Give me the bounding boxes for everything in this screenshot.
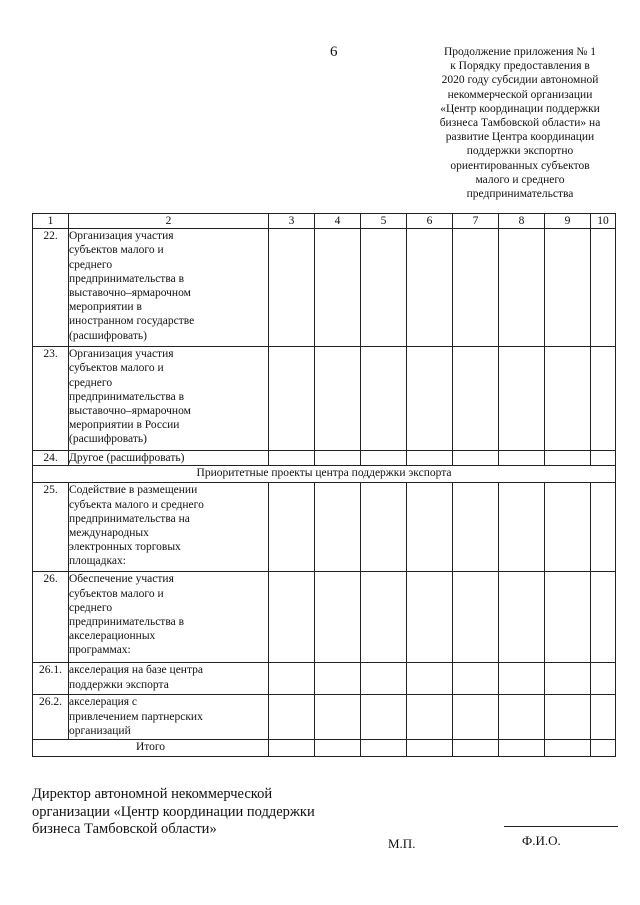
table-row [33,695,616,740]
description-line: предпринимательства в [69,390,185,403]
empty-cell [591,347,616,451]
section-row [33,466,616,483]
empty-cell [499,663,545,695]
description-line: организаций [69,724,131,737]
description-line: Другое (расшифровать) [69,452,185,465]
empty-cell [591,451,616,466]
column-header: 5 [361,214,407,229]
description-line: Организация участия [69,230,174,243]
header-line: бизнеса Тамбовской области» на [439,117,601,130]
empty-cell [453,451,499,466]
empty-cell [361,663,407,695]
empty-cell [545,663,591,695]
empty-cell [361,347,407,451]
stamp-placeholder: М.П. [388,836,416,851]
empty-cell [591,483,616,572]
description-line: привлечением партнерских [69,710,203,723]
row-description [69,229,269,347]
row-description [69,451,269,466]
description-line: акселерация с [69,696,138,709]
empty-cell [545,483,591,572]
empty-cell [591,572,616,663]
empty-cell [545,740,591,757]
empty-cell [453,347,499,451]
header-line: 2020 году субсидии автономной [441,74,599,87]
empty-cell [453,695,499,740]
name-label: Ф.И.О. [522,833,561,848]
empty-cell [361,740,407,757]
header-line: развитие Центра координации [445,131,595,144]
table-row [33,347,616,451]
row-number: 22. [33,229,69,347]
description-line: субъектов малого и [69,587,164,600]
empty-cell [545,695,591,740]
page-number: 6 [330,44,338,60]
empty-cell [269,663,315,695]
column-header: 6 [407,214,453,229]
empty-cell [361,483,407,572]
empty-cell [407,663,453,695]
appendix-header [420,45,620,201]
empty-cell [545,347,591,451]
header-line: малого и среднего [475,173,565,186]
empty-cell [499,451,545,466]
description-line: Обеспечение участия [69,573,174,586]
description-line: акселерационных [69,630,156,643]
description-line: мероприятии в [69,301,142,314]
total-label: Итого [33,740,269,757]
empty-cell [361,572,407,663]
empty-cell [499,740,545,757]
director-line: бизнеса Тамбовской области» [32,821,217,837]
column-header: 1 [33,214,69,229]
description-line: предпринимательства в [69,616,185,629]
row-number: 25. [33,483,69,572]
description-line: площадках: [69,555,126,568]
empty-cell [591,663,616,695]
description-line: мероприятии в России [69,419,180,432]
row-description [69,663,269,695]
empty-cell [269,695,315,740]
description-line: среднего [69,258,113,271]
empty-cell [499,695,545,740]
empty-cell [361,451,407,466]
header-line: некоммерческой организации [447,88,593,101]
empty-cell [407,347,453,451]
row-number: 26. [33,572,69,663]
row-number: 26.1. [33,663,69,695]
empty-cell [453,483,499,572]
description-line: субъектов малого и [69,362,164,375]
empty-cell [407,572,453,663]
description-line: международных [69,527,149,540]
row-description [69,572,269,663]
empty-cell [315,740,361,757]
header-line: ориентированных субъектов [450,159,590,172]
description-line: Содействие в размещении [69,484,198,497]
empty-cell [269,740,315,757]
empty-cell [453,229,499,347]
description-line: предпринимательства в [69,272,185,285]
empty-cell [499,483,545,572]
empty-cell [591,695,616,740]
signature-line [504,826,618,827]
description-line: иностранном государстве [69,315,195,328]
description-line: среднего [69,376,113,389]
description-line: среднего [69,601,113,614]
empty-cell [315,483,361,572]
column-header: 7 [453,214,499,229]
director-line: организации «Центр координации поддержки [32,803,315,820]
empty-cell [269,347,315,451]
empty-cell [453,572,499,663]
empty-cell [315,229,361,347]
description-line: поддержки экспорта [69,678,169,691]
column-header: 3 [269,214,315,229]
column-number-row [33,214,616,229]
row-number: 23. [33,347,69,451]
empty-cell [545,451,591,466]
description-line: (расшифровать) [69,433,147,446]
description-line: субъектов малого и [69,244,164,257]
row-description [69,347,269,451]
director-signature-block [32,786,362,839]
description-line: Организация участия [69,348,174,361]
empty-cell [453,740,499,757]
empty-cell [315,663,361,695]
table-row [33,572,616,663]
empty-cell [269,229,315,347]
column-header: 4 [315,214,361,229]
header-line: поддержки экспортно [466,145,574,158]
empty-cell [591,740,616,757]
row-description [69,483,269,572]
empty-cell [407,229,453,347]
section-title: Приоритетные проекты центра поддержки экспорта [33,466,616,483]
empty-cell [269,572,315,663]
total-row [33,740,616,757]
empty-cell [315,572,361,663]
description-line: программах: [69,644,131,657]
empty-cell [453,663,499,695]
row-description [69,695,269,740]
description-line: электронных торговых [69,541,181,554]
header-line: предпринимательства [466,188,574,201]
description-line: выставочно–ярмарочном [69,405,191,418]
empty-cell [407,695,453,740]
header-line: Продолжение приложения № 1 [443,46,597,58]
empty-cell [315,347,361,451]
column-header: 10 [591,214,616,229]
description-line: выставочно–ярмарочном [69,287,191,300]
table-row [33,229,616,347]
director-line: Директор автономной некоммерческой [32,786,273,802]
empty-cell [545,572,591,663]
header-line: к Порядку предоставления в [450,60,590,73]
empty-cell [315,451,361,466]
table-row [33,451,616,466]
column-header: 2 [69,214,269,229]
empty-cell [407,483,453,572]
empty-cell [315,695,361,740]
empty-cell [407,740,453,757]
description-line: субъекта малого и среднего [69,498,204,511]
description-line: предпринимательства на [69,512,190,525]
column-header: 8 [499,214,545,229]
report-table [32,213,616,757]
table-row [33,663,616,695]
row-number: 26.2. [33,695,69,740]
description-line: акселерация на базе центра [69,664,203,677]
empty-cell [407,451,453,466]
empty-cell [499,347,545,451]
table-row [33,483,616,572]
empty-cell [499,229,545,347]
description-line: (расшифровать) [69,329,147,342]
empty-cell [361,695,407,740]
empty-cell [269,451,315,466]
empty-cell [545,229,591,347]
column-header: 9 [545,214,591,229]
row-number: 24. [33,451,69,466]
empty-cell [499,572,545,663]
empty-cell [361,229,407,347]
empty-cell [269,483,315,572]
header-line: «Центр координации поддержки [440,102,600,115]
empty-cell [591,229,616,347]
